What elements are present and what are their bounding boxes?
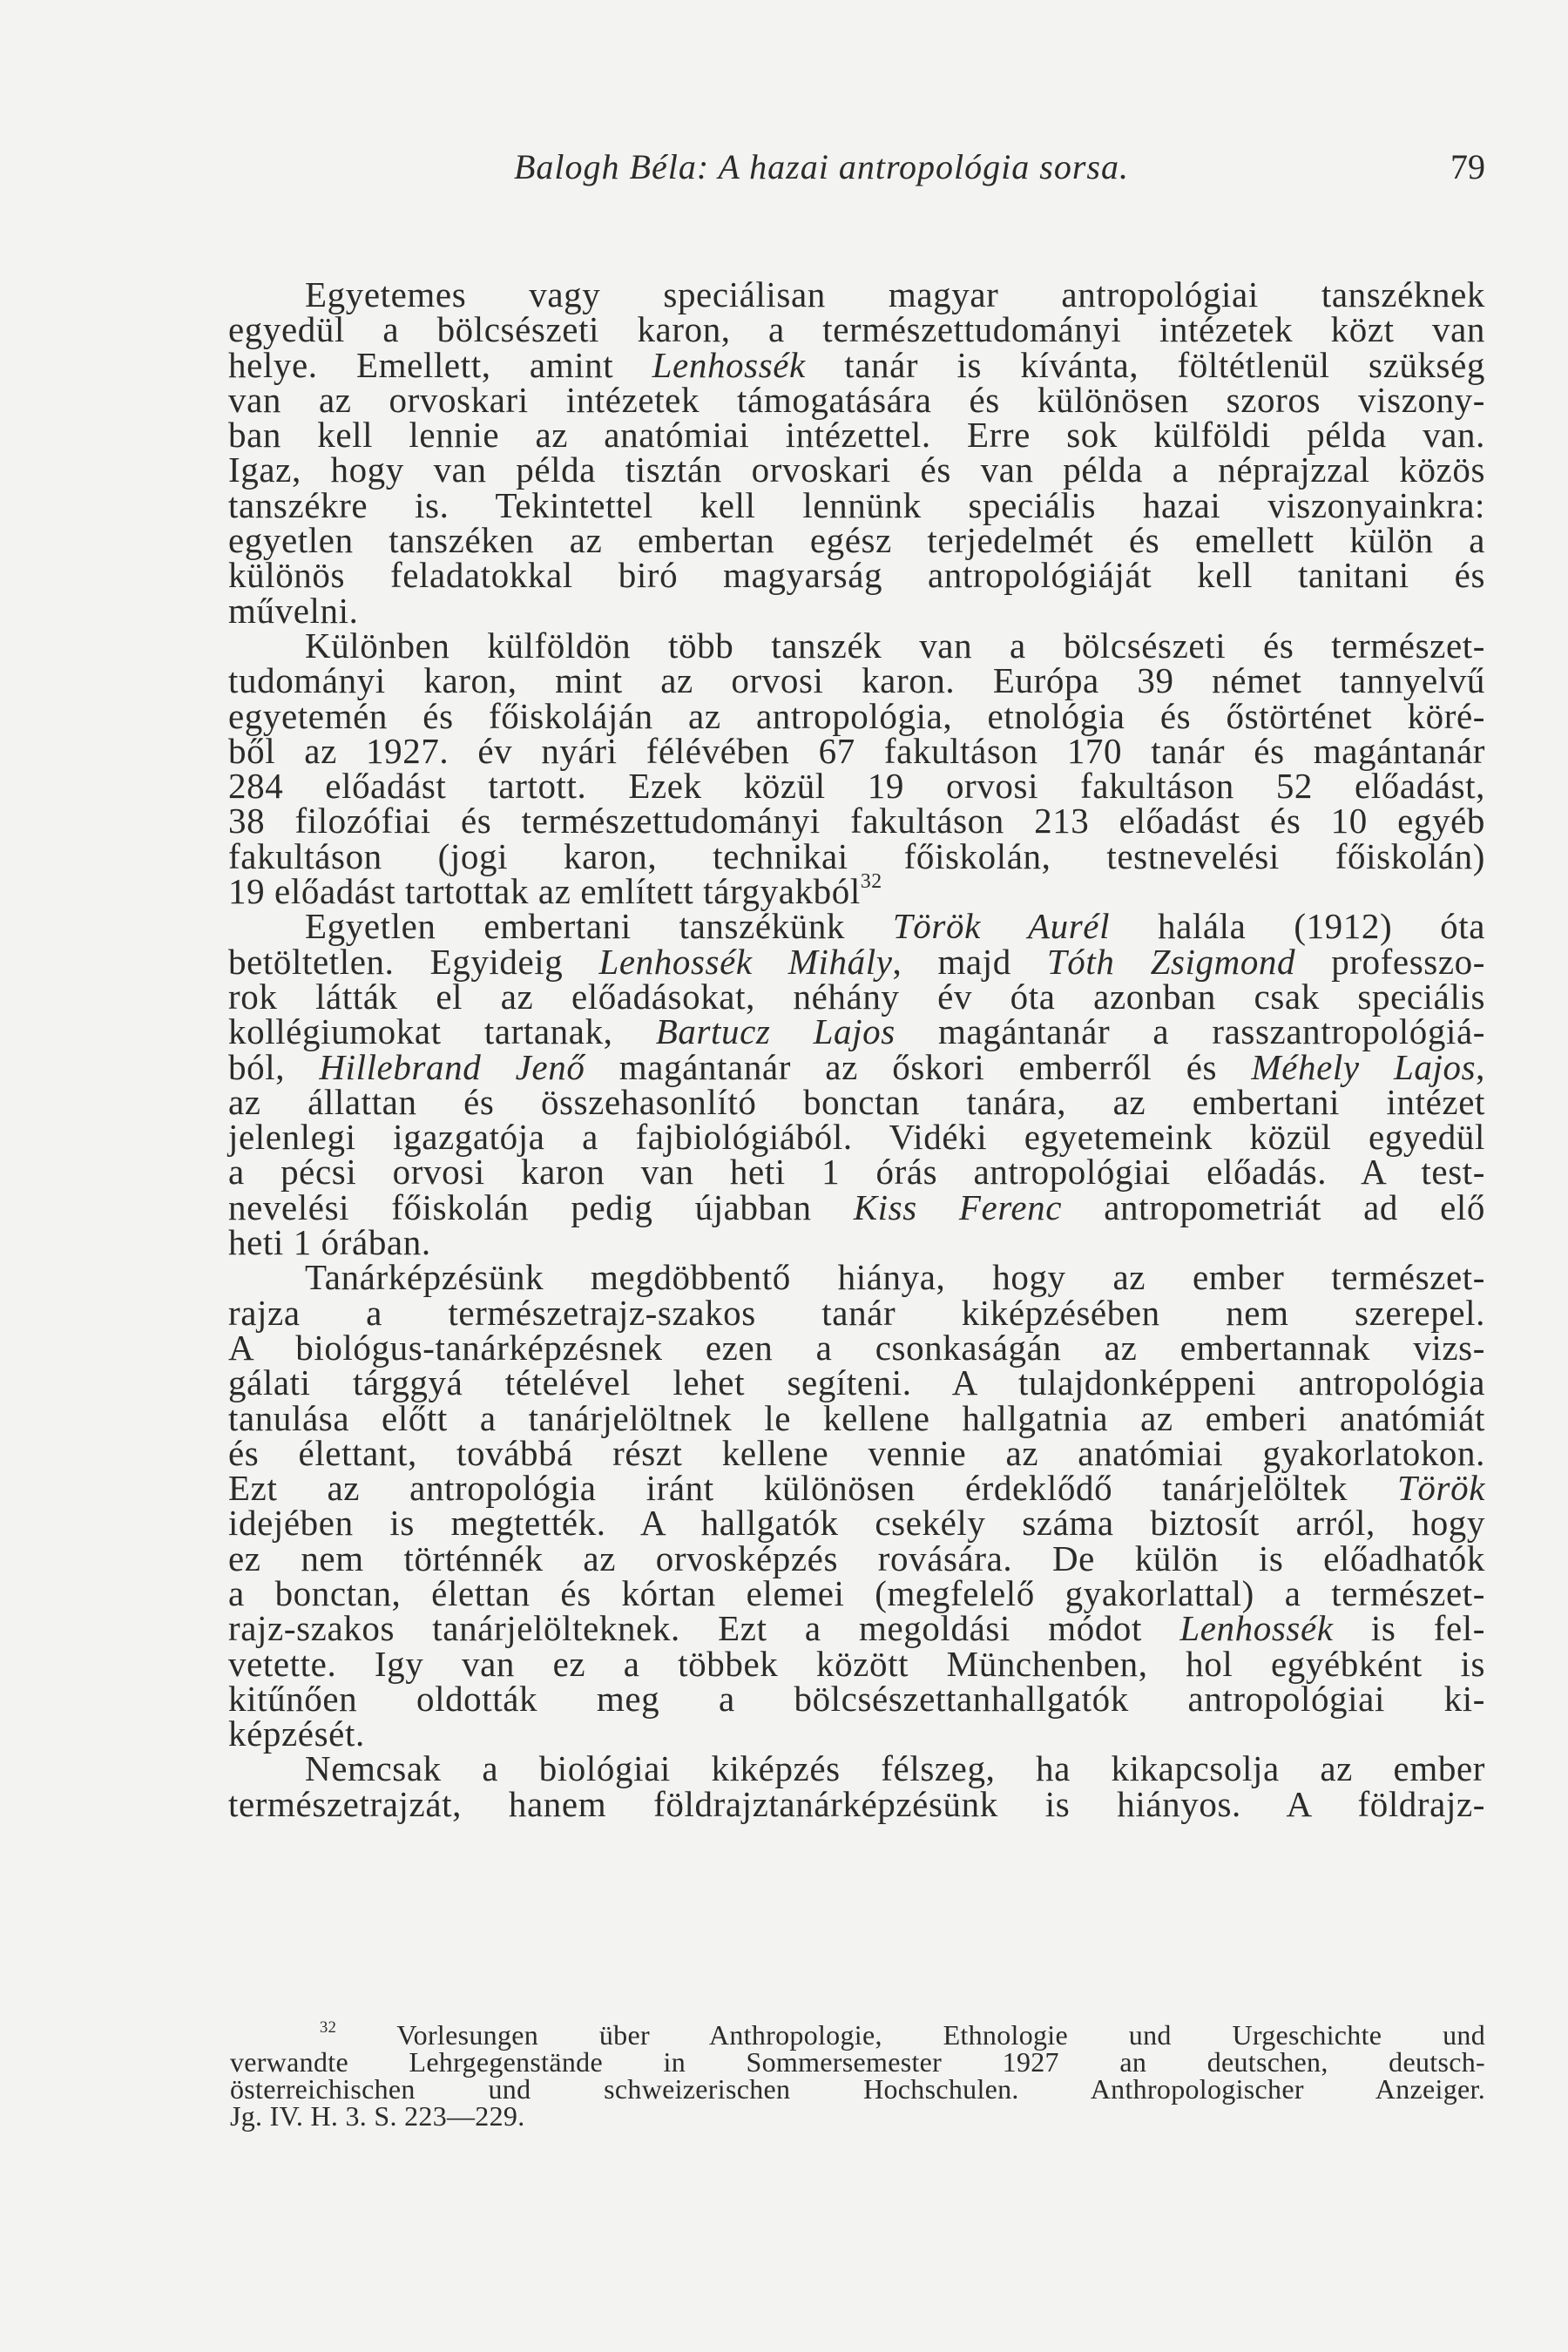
text-run: Nemcsak a biológiai kiképzés félszeg, ha kikapcsolja az ember (305, 1748, 1485, 1789)
text-run: ez nem történnék az orvosképzés rovására. De külön is előadhatók (228, 1538, 1485, 1578)
text-run: Vorlesungen über Anthropologie, Ethnologie und Urgeschichte und (336, 2019, 1485, 2051)
text-run: kitűnően oldották meg a bölcsészettanhallgatók antropológiai ki- (228, 1678, 1485, 1719)
italic-name: Tóth Zsigmond (1046, 941, 1296, 982)
text-run: ban kell lennie az anatómiai intézettel. Erre sok külföldi példa van. (228, 415, 1485, 456)
text-run: különös feladatokkal biró magyarság antropológiáját kell tanitani és (228, 555, 1485, 596)
text-run: egyetemén és főiskoláján az antropológia, etnológia és őstörténet köré- (228, 695, 1485, 736)
footnote-line (230, 2018, 1485, 2051)
footnote-ref: 32 (320, 2018, 337, 2038)
text-line (228, 1713, 1485, 1754)
text-run: vetette. Igy van ez a többek között Münchenben, hol egyébként is (228, 1643, 1485, 1684)
text-line (228, 1748, 1485, 1789)
text-line (228, 1783, 1485, 1824)
text-line (228, 309, 1485, 350)
italic-name: Török (1397, 1468, 1485, 1509)
text-line (228, 1572, 1485, 1613)
text-run: Egyetemes vagy speciálisan magyar antropológiai tanszéknek (305, 274, 1485, 314)
text-run: 38 filozófiai és természettudományi fakultáson 213 előadást és 10 egyéb (228, 801, 1485, 841)
text-run: is fel- (1333, 1608, 1485, 1649)
text-run: gálati tárggyá tételével lehet segíteni. A tulajdonképpeni antropológia (228, 1362, 1485, 1403)
text-run: magántanár a rasszantropológiá- (895, 1011, 1485, 1052)
text-run: tanulása előtt a tanárjelöltnek le kellene hallgatnia az emberi anatómiát (228, 1397, 1485, 1438)
text-line (228, 449, 1485, 490)
italic-name: Hillebrand Jenő (319, 1046, 585, 1087)
text-run: nevelési főiskolán pedig újabban (228, 1186, 854, 1227)
footnote-line (230, 2046, 1485, 2078)
text-run: halála (1912) óta (1110, 906, 1485, 947)
text-line (228, 835, 1485, 876)
text-line (228, 695, 1485, 736)
text-line (228, 1257, 1485, 1298)
text-line (228, 1117, 1485, 1158)
text-run: ból, (228, 1046, 320, 1087)
text-run: heti 1 órában. (228, 1222, 431, 1263)
text-line (228, 801, 1485, 841)
footnote-ref: 32 (860, 870, 882, 894)
text-run: rok látták el az előadásokat, néhány év óta azonban csak speciális (228, 976, 1485, 1017)
running-title: Balogh Béla: A hazai antropológia sorsa. (514, 147, 1129, 186)
italic-name: Lenhossék (652, 344, 806, 385)
text-line (228, 1327, 1485, 1368)
text-line (228, 274, 1485, 314)
text-run: rajza a természetrajz-szakos tanár kiképzésében nem szerepel. (228, 1292, 1485, 1333)
text-line (228, 730, 1485, 771)
text-line (228, 1538, 1485, 1578)
italic-name: Lenhossék (1179, 1608, 1334, 1649)
running-head (228, 146, 1485, 190)
text-run: , (1476, 1046, 1485, 1087)
text-line (228, 1011, 1485, 1052)
text-run: az állattan és összehasonlító bonctan tanára, az embertani intézet (228, 1081, 1485, 1122)
page-number: 79 (1450, 147, 1485, 186)
text-line (228, 1468, 1485, 1509)
text-run: 284 előadást tartott. Ezek közül 19 orvosi fakultáson 52 előadást, (228, 766, 1485, 807)
text-run: magántanár az őskori emberről és (585, 1046, 1252, 1087)
text-run: professzo- (1295, 941, 1485, 982)
text-run: , majd (892, 941, 1047, 982)
text-line (228, 484, 1485, 525)
text-line (228, 1081, 1485, 1122)
text-run: Jg. IV. H. 3. S. 223—229. (230, 2100, 525, 2132)
text-run: Egyetlen embertani tanszékünk (305, 906, 893, 947)
text-line (228, 870, 1485, 912)
text-line (228, 906, 1485, 947)
text-run: rajz-szakos tanárjelölteknek. Ezt a megoldási módot (228, 1608, 1180, 1649)
text-run: kollégiumokat tartanak, (228, 1011, 656, 1052)
text-line (228, 766, 1485, 807)
text-run: természetrajzát, hanem földrajztanárképzésünk is hiányos. A földrajz- (228, 1783, 1485, 1824)
text-run: verwandte Lehrgegenstände in Sommersemester 1927 an deutschen, deutsch- (230, 2046, 1485, 2078)
text-line (228, 1186, 1486, 1227)
text-run: Igaz, hogy van példa tisztán orvoskari és van példa a néprajzzal közös (228, 449, 1485, 490)
text-line (228, 1222, 1485, 1263)
text-run: a bonctan, élettan és kórtan elemei (megfelelő gyakorlattal) a természet- (228, 1572, 1485, 1613)
text-run: idejében is megtették. A hallgatók csekély száma biztosít arról, hogy (228, 1503, 1485, 1544)
footnote-line (230, 2100, 1485, 2132)
italic-name: Lenhossék Mihály (598, 941, 893, 982)
text-run: tudományi karon, mint az orvosi karon. Európa 39 német tannyelvű (228, 660, 1485, 701)
body-text (228, 274, 1486, 1824)
italic-name: Török Aurél (892, 906, 1111, 947)
text-line (228, 1046, 1485, 1087)
text-line (228, 1678, 1485, 1719)
text-line (228, 415, 1485, 456)
text-line (228, 976, 1485, 1017)
text-run: jelenlegi igazgatója a fajbiológiából. Vidéki egyetemeink közül egyedül (228, 1117, 1485, 1158)
text-line (228, 344, 1485, 385)
text-line (228, 660, 1485, 701)
text-line (228, 1432, 1485, 1473)
text-line (228, 1503, 1485, 1544)
text-run: Tanárképzésünk megdöbbentő hiánya, hogy az ember természet- (305, 1257, 1485, 1298)
text-run: Ezt az antropológia iránt különösen érdeklődő tanárjelöltek (228, 1468, 1398, 1509)
text-line (228, 520, 1485, 561)
text-run: tanszékre is. Tekintettel kell lennünk speciális hazai viszonyainkra: (228, 484, 1485, 525)
text-line (228, 1362, 1485, 1403)
text-run: egyedül a bölcsészeti karon, a természettudományi intézetek közt van (228, 309, 1485, 350)
text-run: tanár is kívánta, föltétlenül szükség (805, 344, 1485, 385)
italic-name: Kiss Ferenc (853, 1186, 1063, 1227)
text-line (228, 625, 1485, 666)
text-run: österreichischen und schweizerischen Hochschulen. Anthropologischer Anzeiger. (230, 2073, 1485, 2105)
text-line (228, 379, 1485, 420)
text-run: helye. Emellett, amint (228, 344, 652, 385)
text-line (228, 1152, 1485, 1193)
text-line (228, 941, 1485, 982)
text-run: és élettant, továbbá részt kellene vennie az anatómiai gyakorlatokon. (228, 1432, 1485, 1473)
text-run: A biológus-tanárképzésnek ezen a csonkaságán az embertannak vizs- (228, 1327, 1485, 1368)
text-run: ből az 1927. év nyári félévében 67 fakultáson 170 tanár és magántanár (228, 730, 1485, 771)
footnotes (230, 2018, 1485, 2132)
text-run: Különben külföldön több tanszék van a bölcsészeti és természet- (305, 625, 1485, 666)
text-run: betöltetlen. Egyideig (228, 941, 599, 982)
text-line (228, 1608, 1485, 1649)
italic-name: Méhely Lajos (1251, 1046, 1477, 1087)
text-line (228, 1292, 1485, 1333)
text-line (228, 555, 1485, 596)
text-run: képzését. (228, 1713, 365, 1754)
text-line (228, 590, 1485, 631)
text-run: egyetlen tanszéken az embertan egész terjedelmét és emellett külön a (228, 520, 1485, 561)
text-run: van az orvoskari intézetek támogatására és különösen szoros viszony- (228, 379, 1485, 420)
text-run: fakultáson (jogi karon, technikai főiskolán, testnevelési főiskolán) (228, 835, 1485, 876)
text-run: a pécsi orvosi karon van heti 1 órás antropológiai előadás. A test- (228, 1152, 1485, 1193)
italic-name: Bartucz Lajos (655, 1011, 896, 1052)
footnote-line (230, 2073, 1485, 2105)
text-line (228, 1643, 1485, 1684)
text-line (228, 1397, 1485, 1438)
text-run: antropometriát ad elő (1062, 1186, 1486, 1227)
text-run: 19 előadást tartottak az említett tárgyakból (228, 871, 861, 912)
text-run: művelni. (228, 590, 359, 631)
